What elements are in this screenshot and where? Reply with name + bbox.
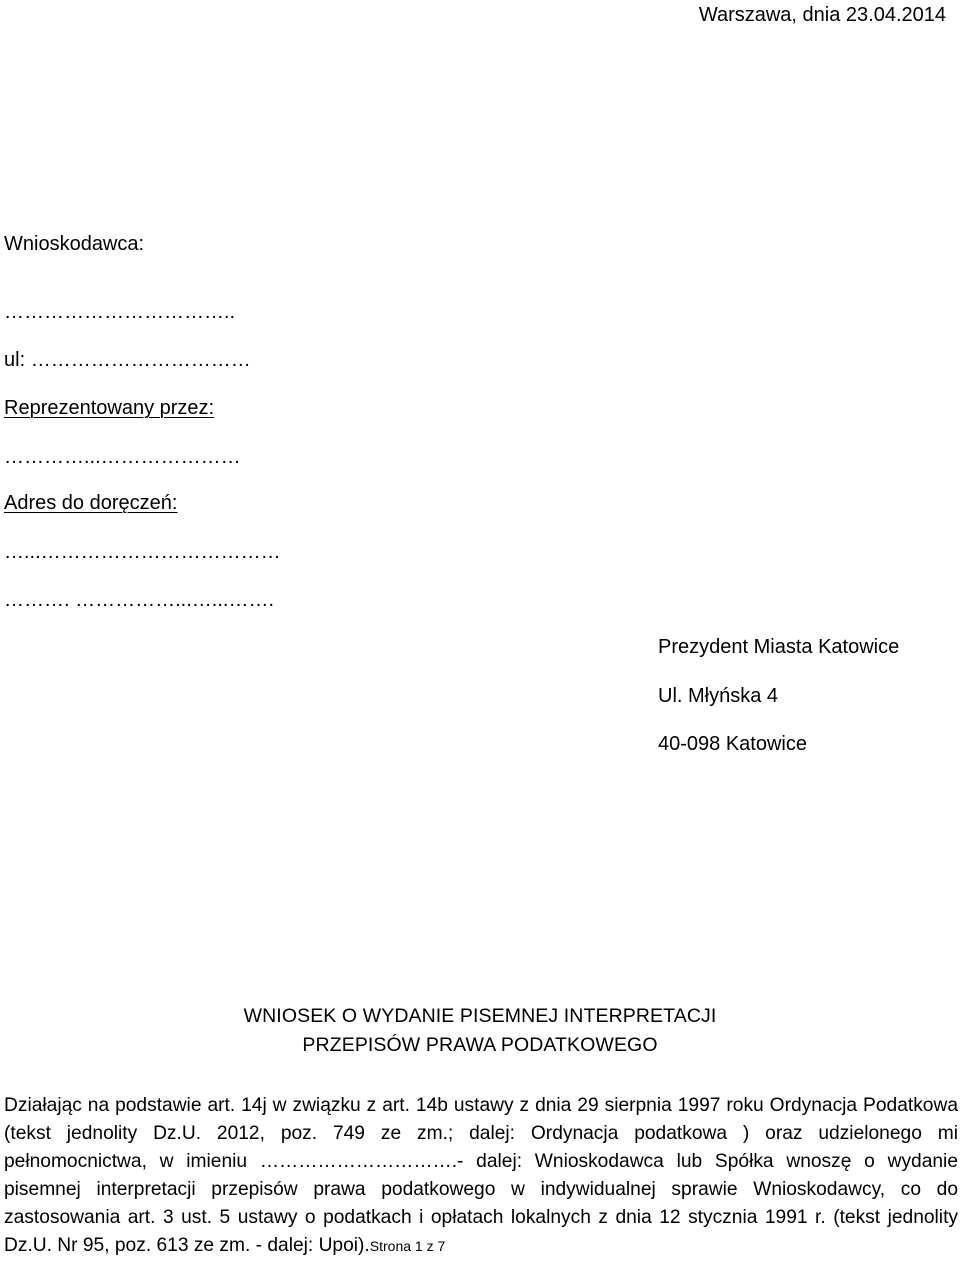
representative-label: Reprezentowany przez: — [4, 397, 215, 419]
document-title-line-2: PRZEPISÓW PRAWA PODATKOWEGO — [302, 1034, 658, 1056]
address-placeholder-2a: ………. — [4, 589, 70, 611]
address-label: Adres do doręczeń: — [4, 492, 178, 514]
street-placeholder: …………………………… — [30, 349, 251, 371]
representative-placeholder: …………...………………… — [4, 446, 241, 468]
recipient-name: Prezydent Miasta Katowice — [658, 636, 900, 658]
street-label: ul: — [4, 349, 26, 371]
recipient-street: Ul. Młyńska 4 — [658, 685, 779, 707]
applicant-name-placeholder: …………………………….. — [4, 301, 236, 323]
address-placeholder-2b: ……………...…...……. — [75, 589, 275, 611]
page-number: Strona 1 z 7 — [369, 1238, 446, 1254]
body-paragraph — [4, 1092, 958, 1260]
applicant-label: Wnioskodawca: — [4, 233, 145, 255]
address-placeholder-2 — [4, 590, 274, 610]
recipient-city: 40-098 Katowice — [658, 733, 807, 755]
address-placeholder-1: …...……………………………… — [4, 541, 281, 563]
body-paragraph-text: Działając na podstawie art. 14j w związku z art. 14b ustawy z dnia 29 sierpnia 1997 roku Ordynacja Podatkowa (tekst jednolity Dz.U. 2012, poz. 749 ze zm.; dalej: Ordynacja podatkowa ) oraz udzielonego mi pełnomocnictwa, w imieniu ………………………….- dalej: Wnioskodawca lub Spółka wnoszę o wydanie pisemnej interpretacji przepisów prawa podatkowego w indywidualnej sprawie Wnioskodawcy, co do zastosowania art. 3 ust. 5 ustawy o podatkach i opłatach lokalnych z dnia 12 stycznia 1991 r. (tekst jednolity Dz.U. Nr 95, poz. 613 ze zm. - dalej: Upoi). — [4, 1095, 958, 1256]
document-title-line-1: WNIOSEK O WYDANIE PISEMNEJ INTERPRETACJI — [243, 1005, 717, 1027]
street-line — [4, 350, 251, 370]
document-date: Warszawa, dnia 23.04.2014 — [698, 4, 946, 26]
